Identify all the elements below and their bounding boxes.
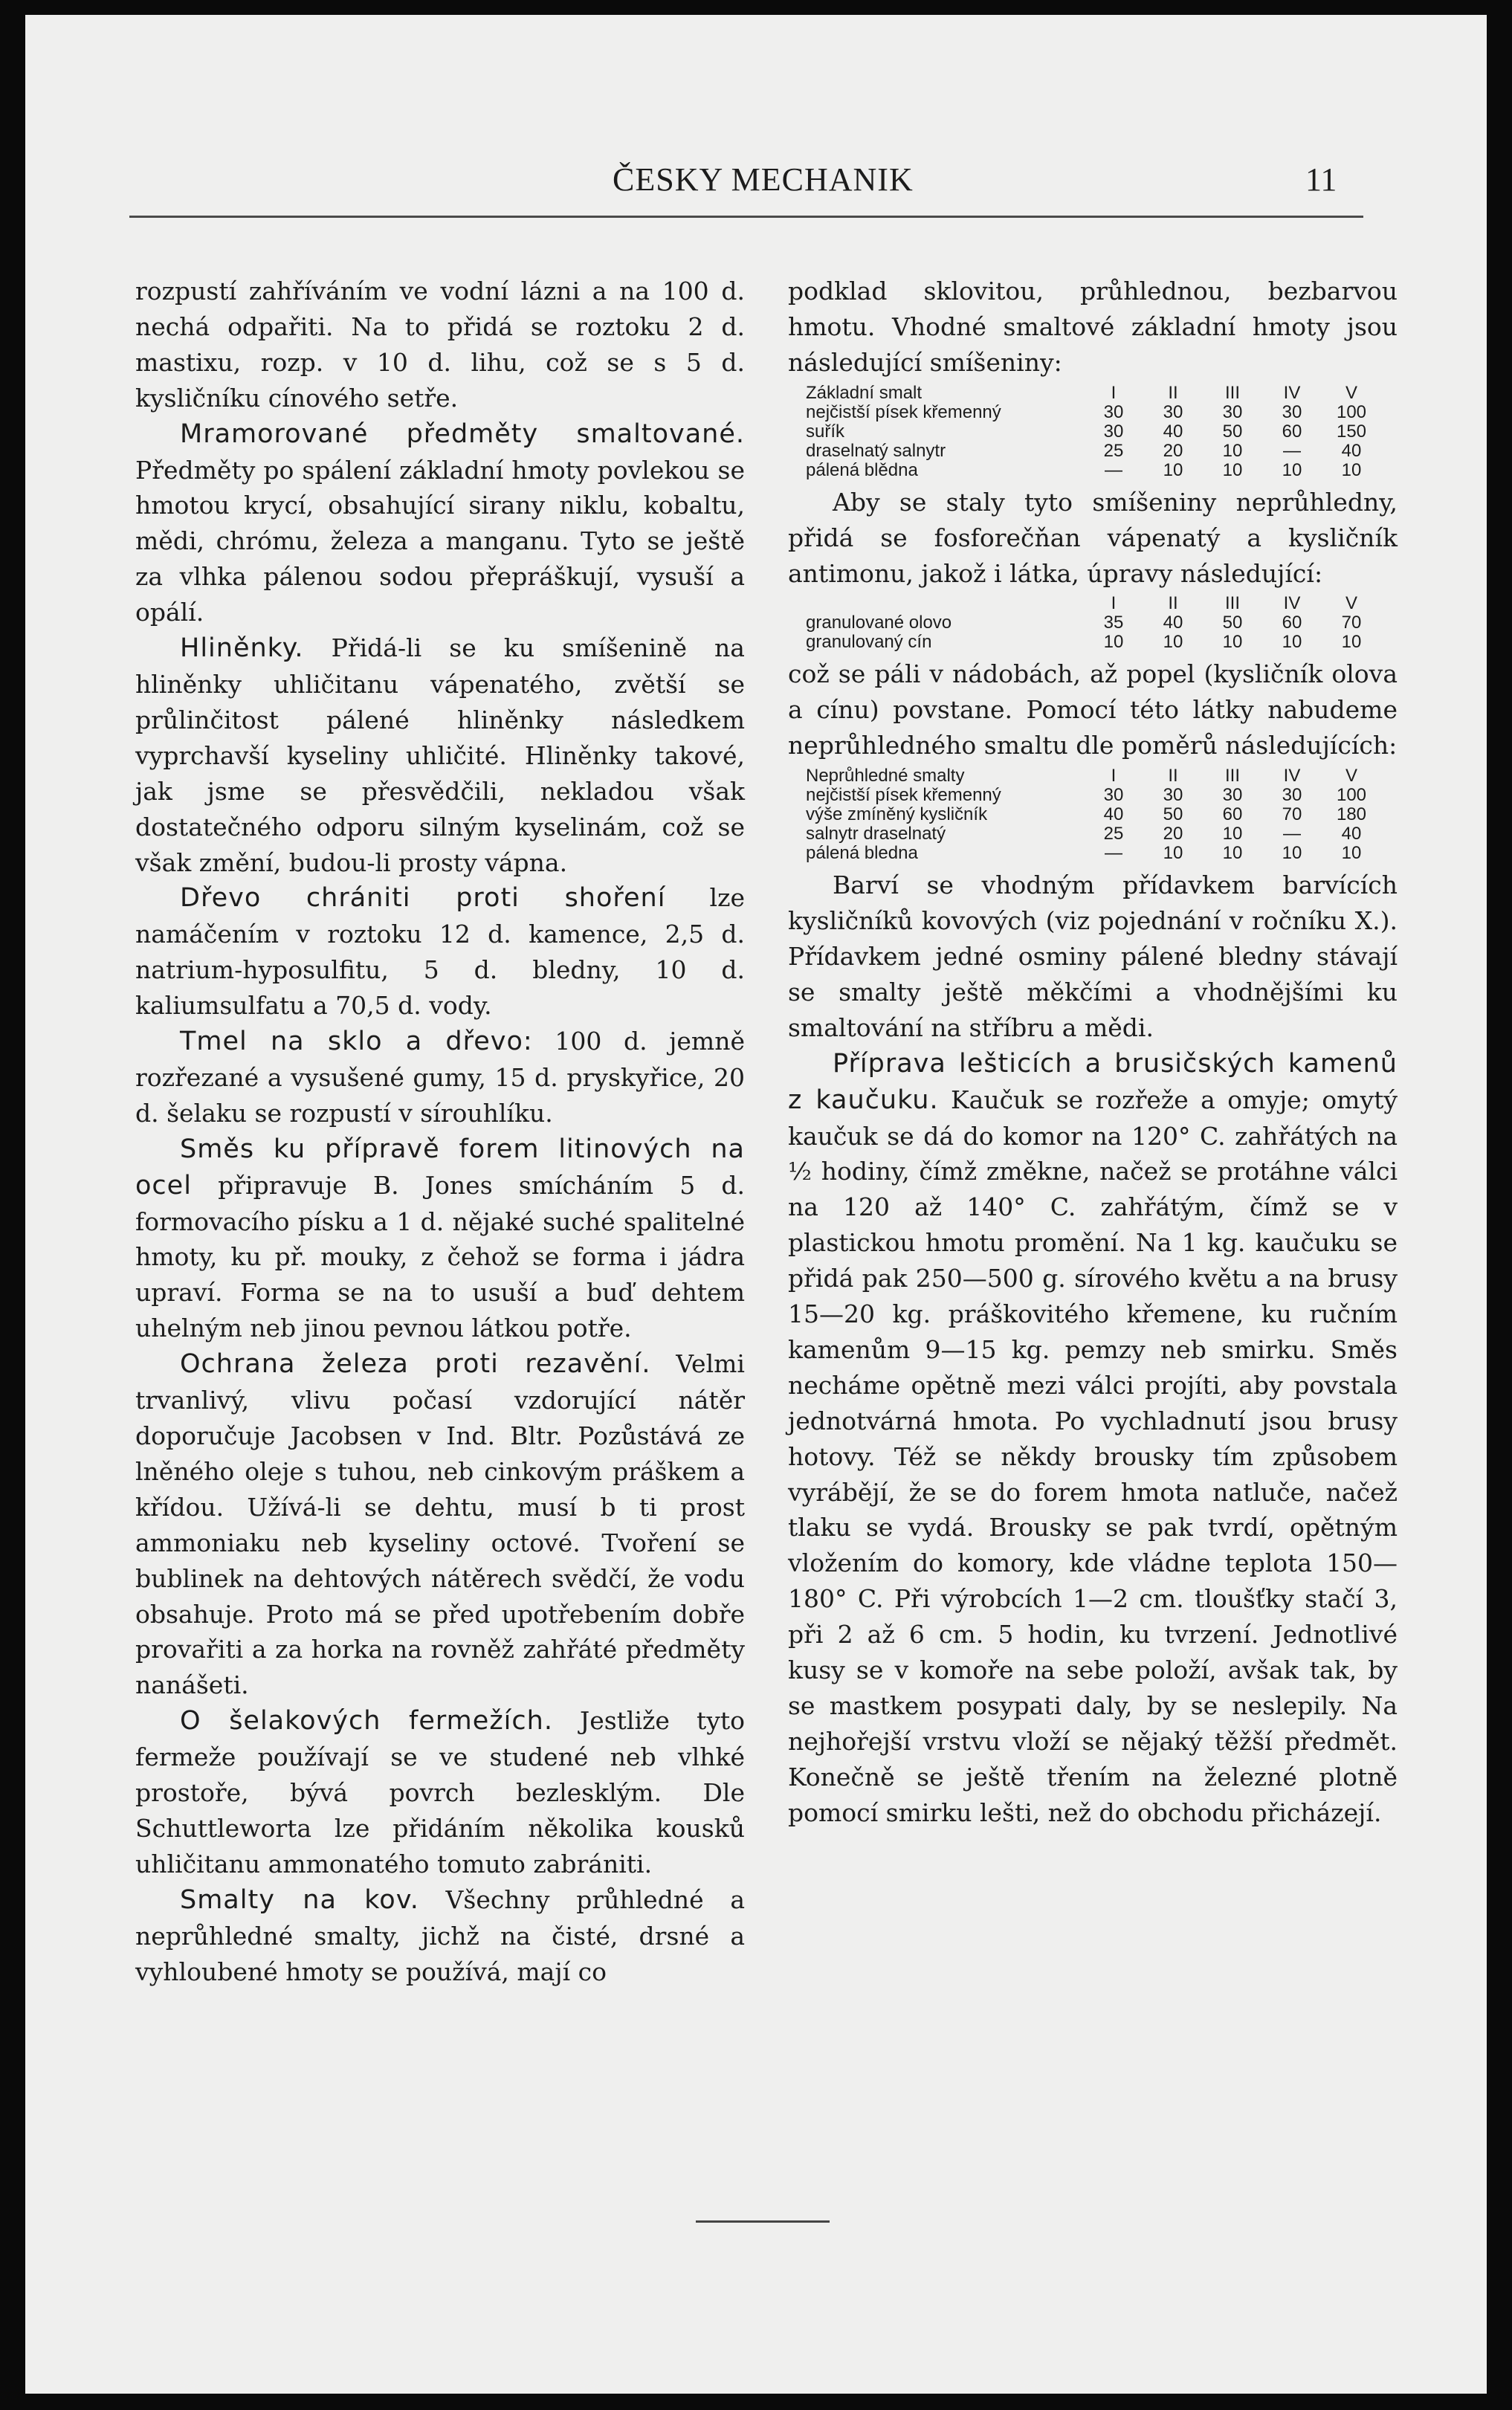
table-cell: 100 — [1336, 785, 1367, 806]
table-cell: 20 — [1163, 440, 1183, 461]
section-selak: O šelakových fermežích. Jestliže tyto fermeže používají se ve studené neb vlhké prostoře, bývá povrch bezlesklým. Dle Schuttleworta lze přidáním několika kousků uhličitanu ammonatého tomuto zabrániti. — [135, 1706, 745, 1878]
section-smalty: Smalty na kov. Všechny průhledné a neprůhledné smalty, jichž na čisté, drsné a vyhloubené hmoty se používá, mají co — [135, 1884, 745, 1986]
table-cell: suřík — [806, 421, 845, 442]
table-cell: III — [1224, 766, 1240, 786]
section-mramorovane: Mramorované předměty smaltované. Předměty po spálení základní hmoty povlekou se hmotou krycí, obsahující sirany niklu, kobaltu, mědi, chrómu, železa a manganu. Tyto se ještě za vlhka pálenou sodou přepráškují, vysuší a opálí. — [135, 419, 745, 627]
table-cell: 50 — [1222, 421, 1243, 442]
table-cell: I — [1111, 766, 1117, 786]
table-cell: 60 — [1222, 804, 1243, 825]
paragraph: podklad sklovitou, průhlednou, bezbarvou hmotu. Vhodné smaltové základní hmoty jsou následující smíšeniny: — [788, 277, 1398, 377]
table-cell: — — [1105, 843, 1122, 864]
section-heading: Ochrana železa proti rezavění. — [180, 1349, 651, 1380]
table-cell: II — [1168, 382, 1178, 403]
section-heading: Dřevo chrániti proti shoření — [180, 883, 666, 914]
table-cell: 30 — [1103, 421, 1124, 442]
table-cell: 35 — [1103, 613, 1124, 633]
table-row — [806, 824, 1384, 844]
table-cell: 40 — [1163, 613, 1183, 633]
page-header — [25, 161, 1487, 205]
table-cell: Základní smalt — [806, 382, 923, 403]
table-cell: pálená blědna — [806, 459, 918, 480]
table-cell: salnytr draselnatý — [806, 824, 946, 844]
paragraph: Aby se staly tyto smíšeniny neprůhledny, přidá se fosforečňan vápenatý a kysličník antimonu, jakož i látka, úpravy následující: — [788, 487, 1398, 588]
table-cell: Neprůhledné smalty — [806, 766, 965, 786]
paragraph: rozpustí zahříváním ve vodní lázni a na 100 d. nechá odpařiti. Na to přidá se roztoku 2 d. mastixu, rozp. v 10 d. lihu, což se s 5 d. kysličníku cínového setře. — [135, 277, 745, 413]
table-cell: IV — [1283, 382, 1301, 403]
table-cell: 10 — [1341, 459, 1362, 480]
table-row — [806, 613, 1384, 633]
table-row — [806, 422, 1384, 442]
table-cell: 10 — [1163, 459, 1183, 480]
table-row — [806, 786, 1384, 805]
table-cell: 10 — [1282, 632, 1302, 653]
table-cell: 10 — [1341, 843, 1362, 864]
table-row — [806, 805, 1384, 824]
table-cell: V — [1345, 766, 1357, 786]
table-cell: 40 — [1341, 440, 1362, 461]
table-cell: — — [1283, 440, 1301, 461]
section-heading: O šelakových fermežích. — [180, 1706, 553, 1737]
table-cell: 10 — [1282, 459, 1302, 480]
table-cell: granulovaný cín — [806, 632, 932, 653]
table-cell: I — [1111, 593, 1117, 614]
section-drevo: Dřevo chrániti proti shoření lze namáčením v roztoku 12 d. kamence, 2,5 d. natrium-hyposulfitu, 5 d. bledny, 10 d. kaliumsulfatu a 70,5 d. vody. — [135, 883, 745, 1021]
section-heading: Směs ku přípravě forem litinových na ocel — [135, 1134, 745, 1201]
table-cell: 10 — [1222, 843, 1243, 864]
right-column — [788, 274, 1398, 1831]
table-row — [806, 403, 1384, 422]
table-cell: 40 — [1103, 804, 1124, 825]
table-cell: nejčistší písek křemenný — [806, 401, 1001, 422]
table-cell: 25 — [1103, 824, 1124, 844]
section-heading: Smalty na kov. — [180, 1884, 419, 1915]
section-hlinenky: Hliněnky. Přidá-li se ku smíšenině na hliněnky uhličitanu vápenatého, zvětší se průlinčitost pálené hliněnky následkem vyprchavší kyseliny uhličité. Hliněnky takové, jak jsme se přesvědčili, nekladou však dostatečného odporu silným kyselinám, což se však změní, budou-li prosty vápna. — [135, 633, 745, 877]
table-cell: 30 — [1222, 401, 1243, 422]
page-number: 11 — [1305, 161, 1337, 198]
paragraph: což se páli v nádobách, až popel (kysličník olova a cínu) povstane. Pomocí této látky nabudeme neprůhledného smaltu dle poměrů následujících: — [788, 659, 1398, 760]
table-cell: 180 — [1336, 804, 1367, 825]
table-cell: V — [1345, 593, 1357, 614]
table-cell: výše zmíněný kysličník — [806, 804, 988, 825]
table-row — [806, 844, 1384, 863]
section-smes: Směs ku přípravě forem litinových na ocel připravuje B. Jones smícháním 5 d. formovacího písku a 1 d. nějaké suché spalitelné hmoty, ku př. mouky, z čehož se forma i jádra upraví. Forma se na to usuší a buď dehtem uhelným neb jinou pevnou látkou potře. — [135, 1134, 745, 1343]
table-cell: draselnatý salnytr — [806, 440, 946, 461]
table-cell: 150 — [1336, 421, 1367, 442]
bottom-rule — [696, 2220, 830, 2223]
section-heading: Mramorované předměty smaltované. — [180, 419, 745, 449]
table-cell: 40 — [1163, 421, 1183, 442]
table-cell: 30 — [1163, 785, 1183, 806]
table-cell: 100 — [1336, 401, 1367, 422]
table-cell: granulované olovo — [806, 613, 952, 633]
left-column — [135, 274, 745, 1990]
table-cell: 10 — [1222, 824, 1243, 844]
table-cell: 10 — [1222, 632, 1243, 653]
table-cell: II — [1168, 593, 1178, 614]
table-base-enamel — [806, 384, 1384, 480]
table-cell: 30 — [1282, 401, 1302, 422]
table-cell: III — [1224, 382, 1240, 403]
table-cell: 30 — [1222, 785, 1243, 806]
table-cell: 10 — [1282, 843, 1302, 864]
table-cell: I — [1111, 382, 1117, 403]
table-cell: 10 — [1103, 632, 1124, 653]
table-cell: 10 — [1163, 843, 1183, 864]
table-row — [806, 766, 1384, 786]
table-cell: II — [1168, 766, 1178, 786]
table-cell: IV — [1283, 766, 1301, 786]
table-row — [806, 384, 1384, 403]
table-cell: pálená bledna — [806, 843, 918, 864]
table-cell: — — [1283, 824, 1301, 844]
table-cell: 50 — [1222, 613, 1243, 633]
table-cell: 40 — [1341, 824, 1362, 844]
table-cell: 10 — [1222, 459, 1243, 480]
section-tmel: Tmel na sklo a dřevo: 100 d. jemně rozřezané a vysušené gumy, 15 d. pryskyřice, 20 d. šelaku se rozpustí v sírouhlíku. — [135, 1027, 746, 1128]
section-priprava: Příprava lešticích a brusičských kamenů z kaučuku. Kaučuk se rozřeže a omyje; omytý kaučuk se dá do komor na 120° C. zahřátých na ½ hodiny, čímž změkne, načež se protáhne válci na 120 až 140° C. zahřátým, čímž se v plastickou hmotu promění. Na 1 kg. kaučuku se přidá pak 250—500 g. sírového květu a na brusy 15—20 kg. práškovitého křemene, ku ručním kamenům 9—15 kg. pemzy neb smirku. Směs necháme opětně mezi válci projíti, aby povstala jednotvárná hmota. Po vychladnutí jsou brusy hotovy. Též se někdy brousky tím způsobem vyrábějí, že se do forem hmota natluče, načež tlaku se vydá. Brousky se pak tvrdí, opětným vložením do komory, kde vládne teplota 150—180° C. Při výrobcích 1—2 cm. tloušťky stačí 3, při 2 až 6 cm. 5 hodin, ku tvrzení. Jednotlivé kusy se v komoře na sebe položí, avšak tak, by se mastkem posypati daly, by se neslepily. Na nejhořejší vrstvu vloží se nějaký těžší předmět. Konečně se ještě třením na železné plotně pomocí smirku lešti, než do obchodu přicházejí. — [788, 1048, 1398, 1827]
table-cell: 30 — [1103, 785, 1124, 806]
table-cell: 10 — [1341, 632, 1362, 653]
table-row — [806, 461, 1384, 480]
table-cell — [806, 594, 1087, 613]
table-opacifier — [806, 594, 1384, 652]
table-cell: V — [1345, 382, 1357, 403]
table-cell: III — [1224, 593, 1240, 614]
table-cell: 50 — [1163, 804, 1183, 825]
table-row — [806, 633, 1384, 652]
running-title: ČESKY MECHANIK — [613, 161, 914, 198]
table-cell: — — [1105, 459, 1122, 480]
table-row — [806, 442, 1384, 461]
header-rule — [129, 216, 1363, 218]
table-cell: 70 — [1341, 613, 1362, 633]
table-cell: 60 — [1282, 613, 1302, 633]
table-cell: 10 — [1163, 632, 1183, 653]
table-cell: IV — [1283, 593, 1301, 614]
table-opaque-enamel — [806, 766, 1384, 863]
table-cell: 10 — [1222, 440, 1243, 461]
table-cell: 60 — [1282, 421, 1302, 442]
table-cell: 30 — [1282, 785, 1302, 806]
section-heading: Příprava lešticích a brusičských kamenů z kaučuku. — [788, 1048, 1398, 1115]
table-cell: 30 — [1163, 401, 1183, 422]
paragraph: Barví se vhodným přídavkem barvících kysličníků kovových (viz pojednání v ročníku X.). Přídavkem jedné osminy pálené bledny stávají se smalty ještě měkčími a vhodnějšími ku smaltování na stříbru a mědi. — [788, 870, 1398, 1042]
section-heading: Hliněnky. — [180, 633, 304, 664]
page — [25, 15, 1487, 2394]
section-ochrana: Ochrana železa proti rezavění. Velmi trvanlivý, vlivu počasí vzdorující nátěr doporučuje Jacobsen v Ind. Bltr. Pozůstává ze lněného oleje s tuhou, neb cinkovým práškem a křídou. Užívá-li se dehtu, musí b ti prost ammoniaku neb kyseliny octové. Tvoření se bublinek na dehtových nátěrech svědčí, že vodu obsahuje. Proto má se před upotřebením dobře provařiti a za horka na rovněž zahřáté předměty nanášeti. — [135, 1349, 745, 1700]
table-cell: 70 — [1282, 804, 1302, 825]
table-cell: 20 — [1163, 824, 1183, 844]
table-row — [806, 594, 1384, 613]
table-cell: 25 — [1103, 440, 1124, 461]
table-cell: 30 — [1103, 401, 1124, 422]
table-cell: nejčistší písek křemenný — [806, 785, 1001, 806]
section-heading: Tmel na sklo a dřevo: — [180, 1027, 533, 1057]
